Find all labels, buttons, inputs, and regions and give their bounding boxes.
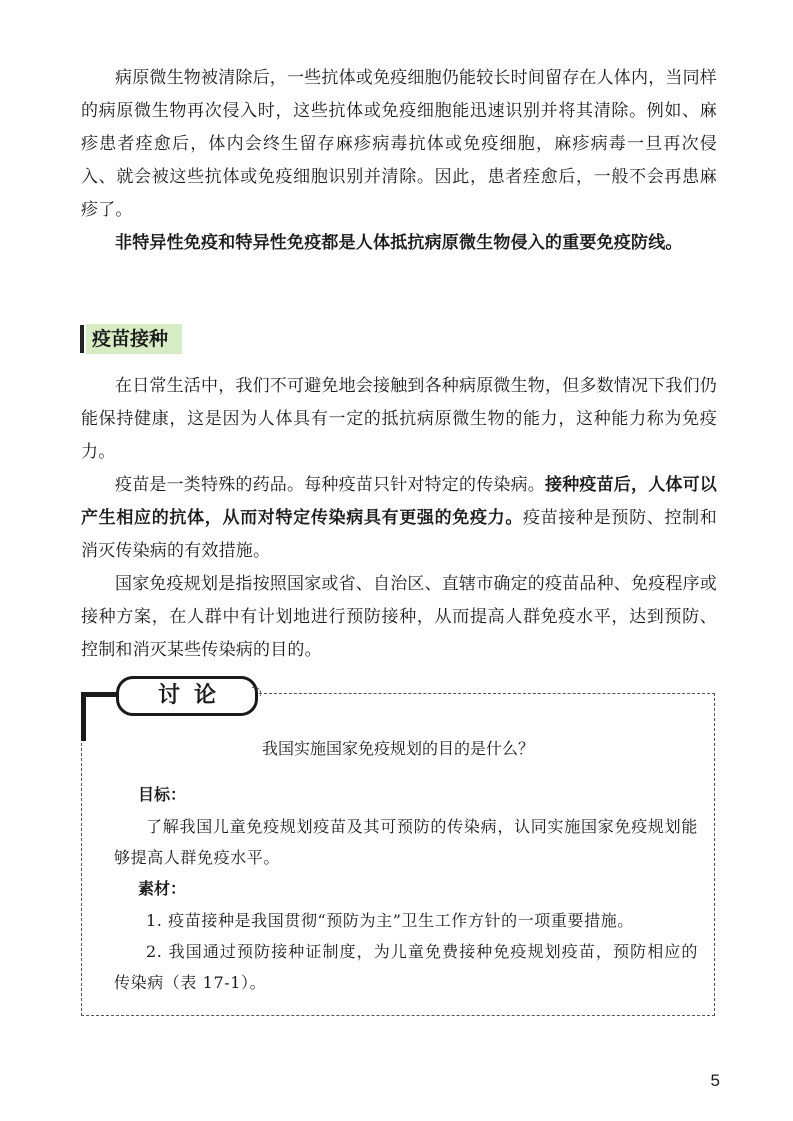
material-item-2: 2. 我国通过预防接种证制度，为儿童免费接种免疫规划疫苗，预防相应的传染病（表 17-1）。 — [114, 942, 698, 992]
goal-text: 了解我国儿童免疫规划疫苗及其可预防的传染病，认同实施国家免疫规划能够提高人群免疫水平。 — [114, 817, 698, 867]
section-paragraph-2 — [81, 469, 717, 568]
goal-heading: 目标： — [138, 785, 187, 804]
discussion-question: 我国实施国家免疫规划的目的是什么？ — [261, 739, 534, 758]
intro-block — [81, 62, 717, 260]
discussion-box — [81, 683, 715, 1016]
section-title: 疫苗接种 — [92, 328, 169, 350]
discussion-label: 讨论 — [116, 676, 258, 716]
discussion-top-border — [259, 693, 715, 694]
material-item-1: 1. 疫苗接种是我国贯彻“预防为主”卫生工作方针的一项重要措施。 — [146, 911, 634, 930]
intro-paragraph: 病原微生物被清除后，一些抗体或免疫细胞仍能较长时间留存在人体内，当同样的病原微生物再次侵入时，这些抗体或免疫细胞能迅速识别并将其清除。例如、麻疹患者痊愈后，体内会终生留存麻疹病毒抗体或免疫细胞，麻疹病毒一旦再次侵入、就会被这些抗体或免疫细胞识别并清除。因此，患者痊愈后，一般不会再患麻疹了。 — [81, 68, 717, 220]
page-number: 5 — [710, 1071, 720, 1090]
paragraph-2-tail: 疫苗接种是预防、控制和消灭传染病的有效措施。 — [81, 508, 717, 561]
material-heading: 素材： — [138, 879, 187, 898]
discussion-label-connector — [252, 687, 261, 696]
discussion-content — [114, 779, 698, 998]
heading-marker-bar — [80, 325, 84, 353]
section-paragraph-3: 国家免疫规划是指按照国家或省、自治区、直辖市确定的疫苗品种、免疫程序或接种方案，在人群中有计划地进行预防接种，从而提高人群免疫水平，达到预防、控制和消灭某些传染病的目的。 — [81, 574, 717, 660]
intro-bold-paragraph: 非特异性免疫和特异性免疫都是人体抵抗病原微生物侵入的重要免疫防线。 — [115, 233, 683, 253]
paragraph-2-lead: 疫苗是一类特殊的药品。每种疫苗只针对特定的传染病。 — [115, 475, 545, 495]
paragraph-2-emphasis: 接种疫苗后，人体可以产生相应的抗体，从而对特定传染病具有更强的免疫力。 — [81, 475, 717, 528]
section-body — [81, 370, 717, 667]
section-paragraph-1: 在日常生活中，我们不可避免地会接触到各种病原微生物，但多数情况下我们仍能保持健康，这是因为人体具有一定的抵抗病原微生物的能力，这种能力称为免疫力。 — [81, 376, 717, 462]
